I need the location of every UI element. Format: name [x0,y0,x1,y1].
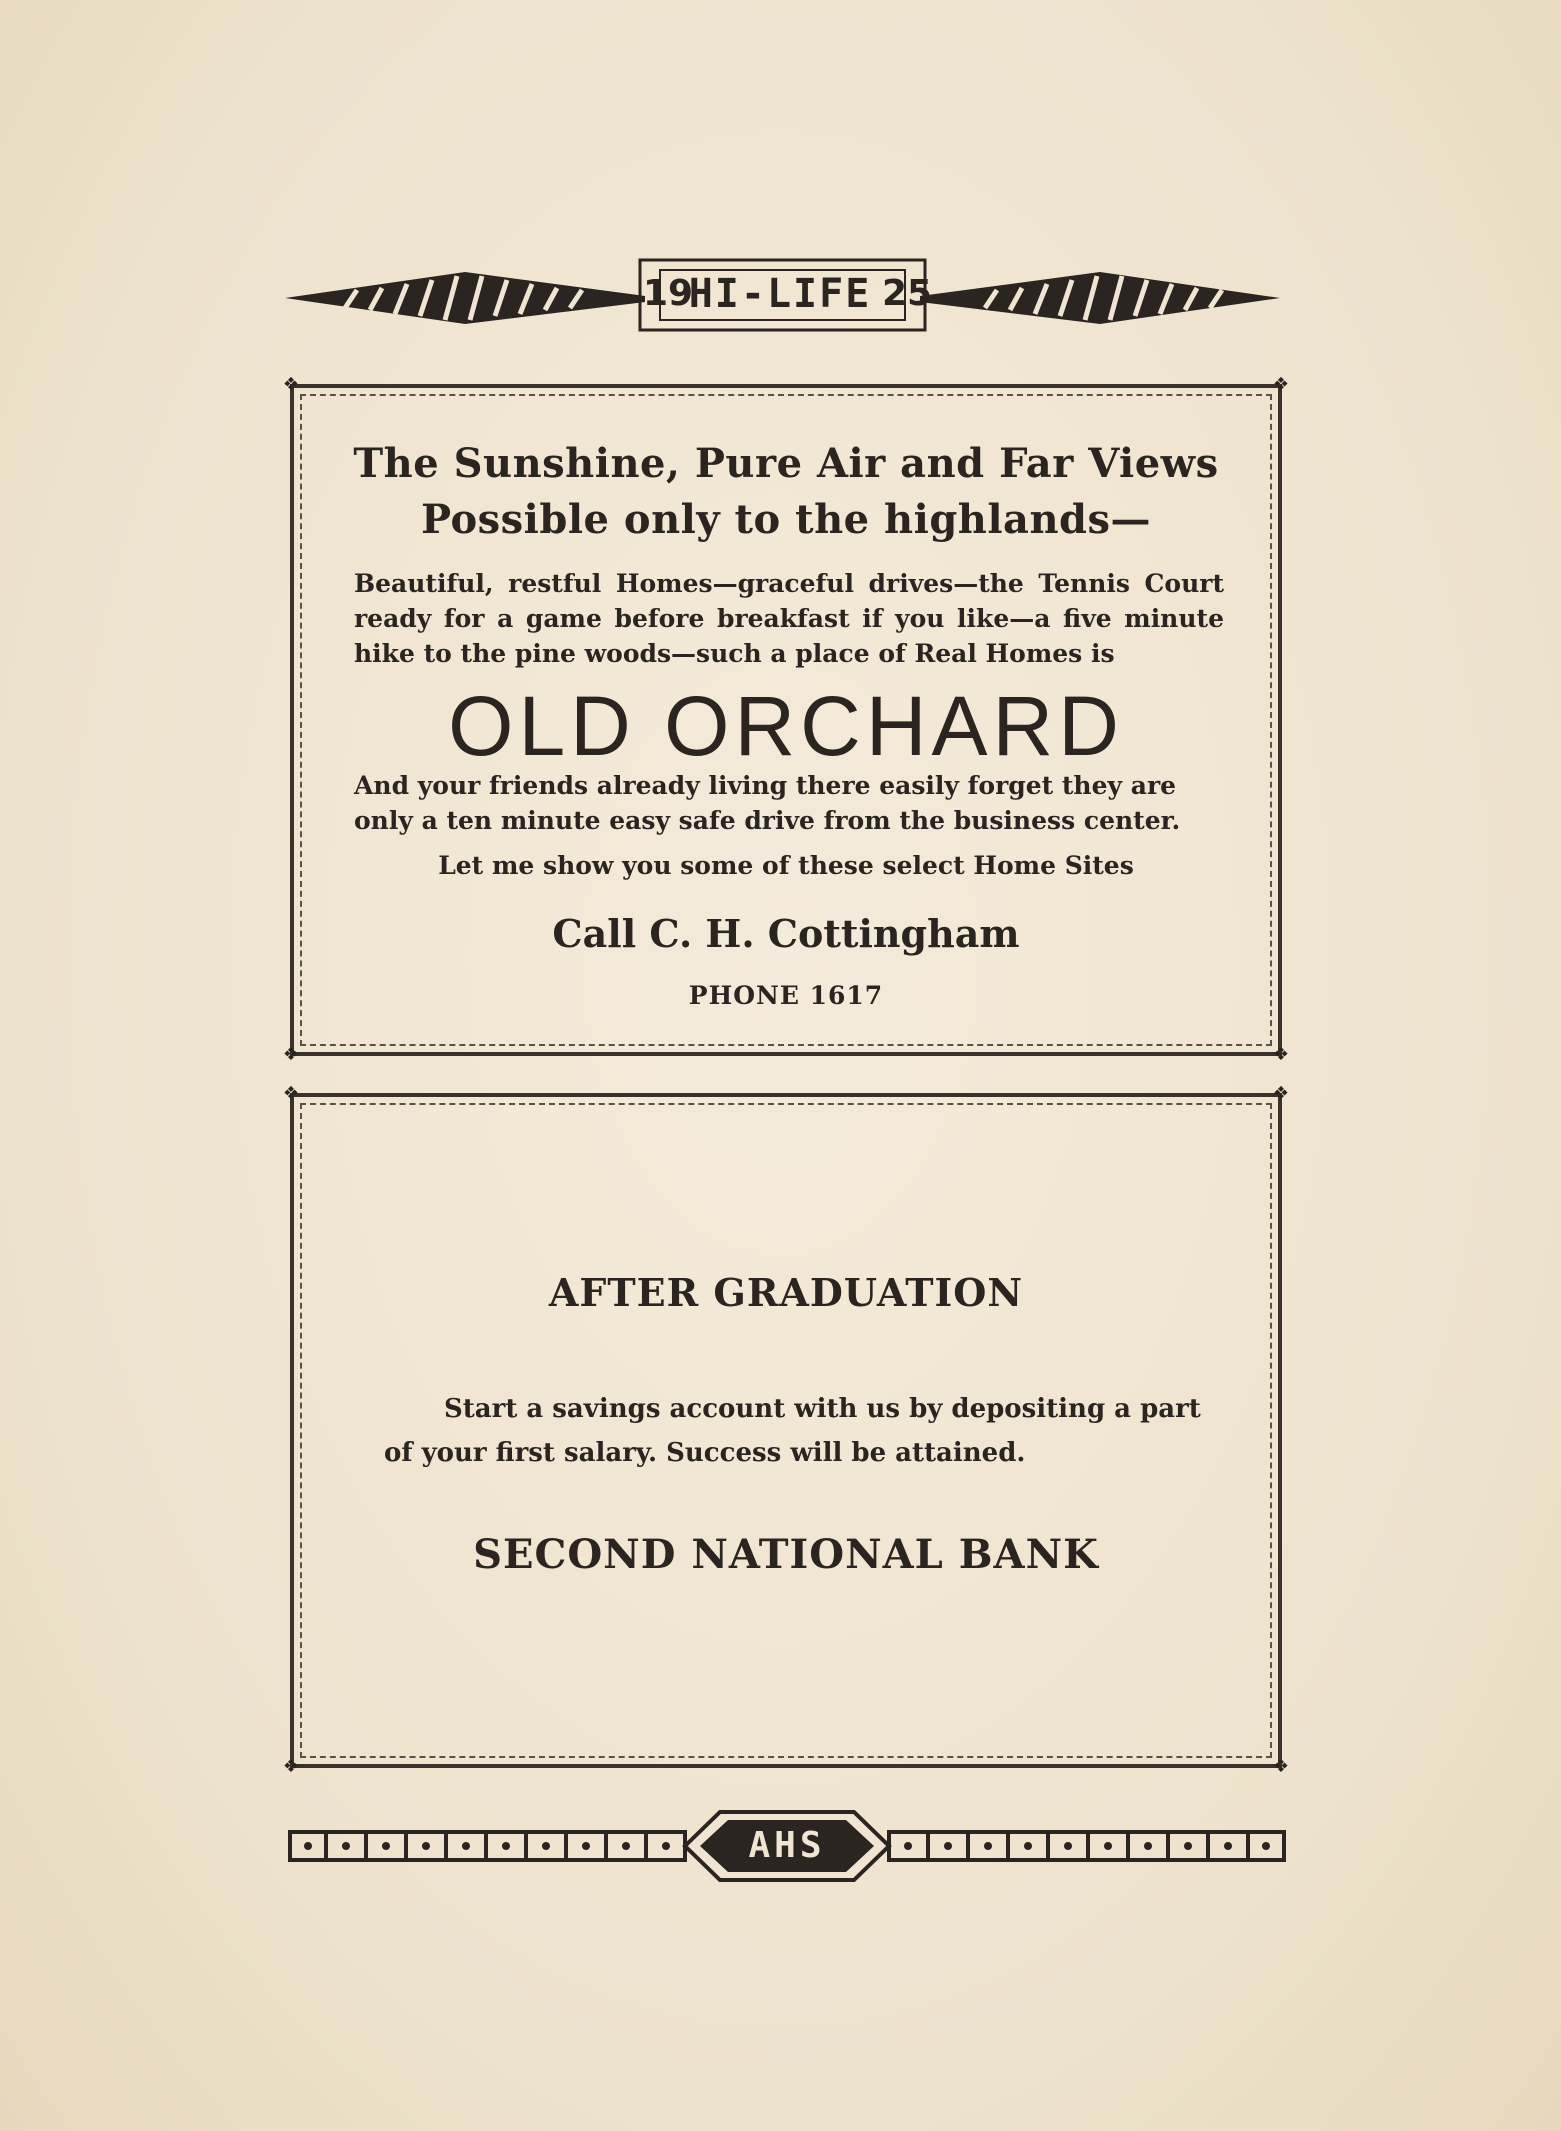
orchard-advertisement [282,374,1290,1065]
header-title: HI-LIFE [688,271,872,317]
orchard-phone: PHONE 1617 [688,981,884,1010]
corner-ornament-icon: ❖ [282,1756,300,1777]
corner-ornament-icon: ❖ [1272,1083,1290,1104]
orchard-contact-name: Call C. H. Cottingham [552,911,1020,956]
bank-name: SECOND NATIONAL BANK [473,1531,1099,1578]
header-year-right: 25 [882,273,933,314]
orchard-call-to-action: Let me show you some of these select Home Sites [438,851,1134,880]
header-year-left: 19 [643,273,694,314]
bank-advertisement [282,1083,1290,1777]
orchard-headline [294,436,1278,548]
orchard-headline-line1: The Sunshine, Pure Air and Far Views [353,440,1219,487]
orchard-body-text-2: And your friends already living there easily forget they are only a ten minute easy safe drive from the business center. [354,771,1181,835]
footer-ornament [288,1808,1286,1884]
header-ornament [285,258,1280,348]
orchard-body-text: Beautiful, restful Homes—graceful drives—the Tennis Court ready for a game before breakfast if you like—a five minute hike to the pine woods—such a place of Real Homes is [354,569,1224,668]
corner-ornament-icon: ❖ [282,1044,300,1065]
corner-ornament-icon: ❖ [282,1083,300,1104]
bank-body-text: Start a savings account with us by depositing a part of your first salary. Success will be attained. [384,1394,1201,1468]
corner-ornament-icon: ❖ [282,374,300,395]
orchard-headline-line2: Possible only to the highlands— [420,496,1152,543]
footer-badge-label: AHS [748,1825,826,1866]
orchard-title: OLD ORCHARD [448,679,1124,773]
corner-ornament-icon: ❖ [1272,374,1290,395]
corner-ornament-icon: ❖ [1272,1756,1290,1777]
bank-headline: AFTER GRADUATION [548,1270,1024,1315]
corner-ornament-icon: ❖ [1272,1044,1290,1065]
